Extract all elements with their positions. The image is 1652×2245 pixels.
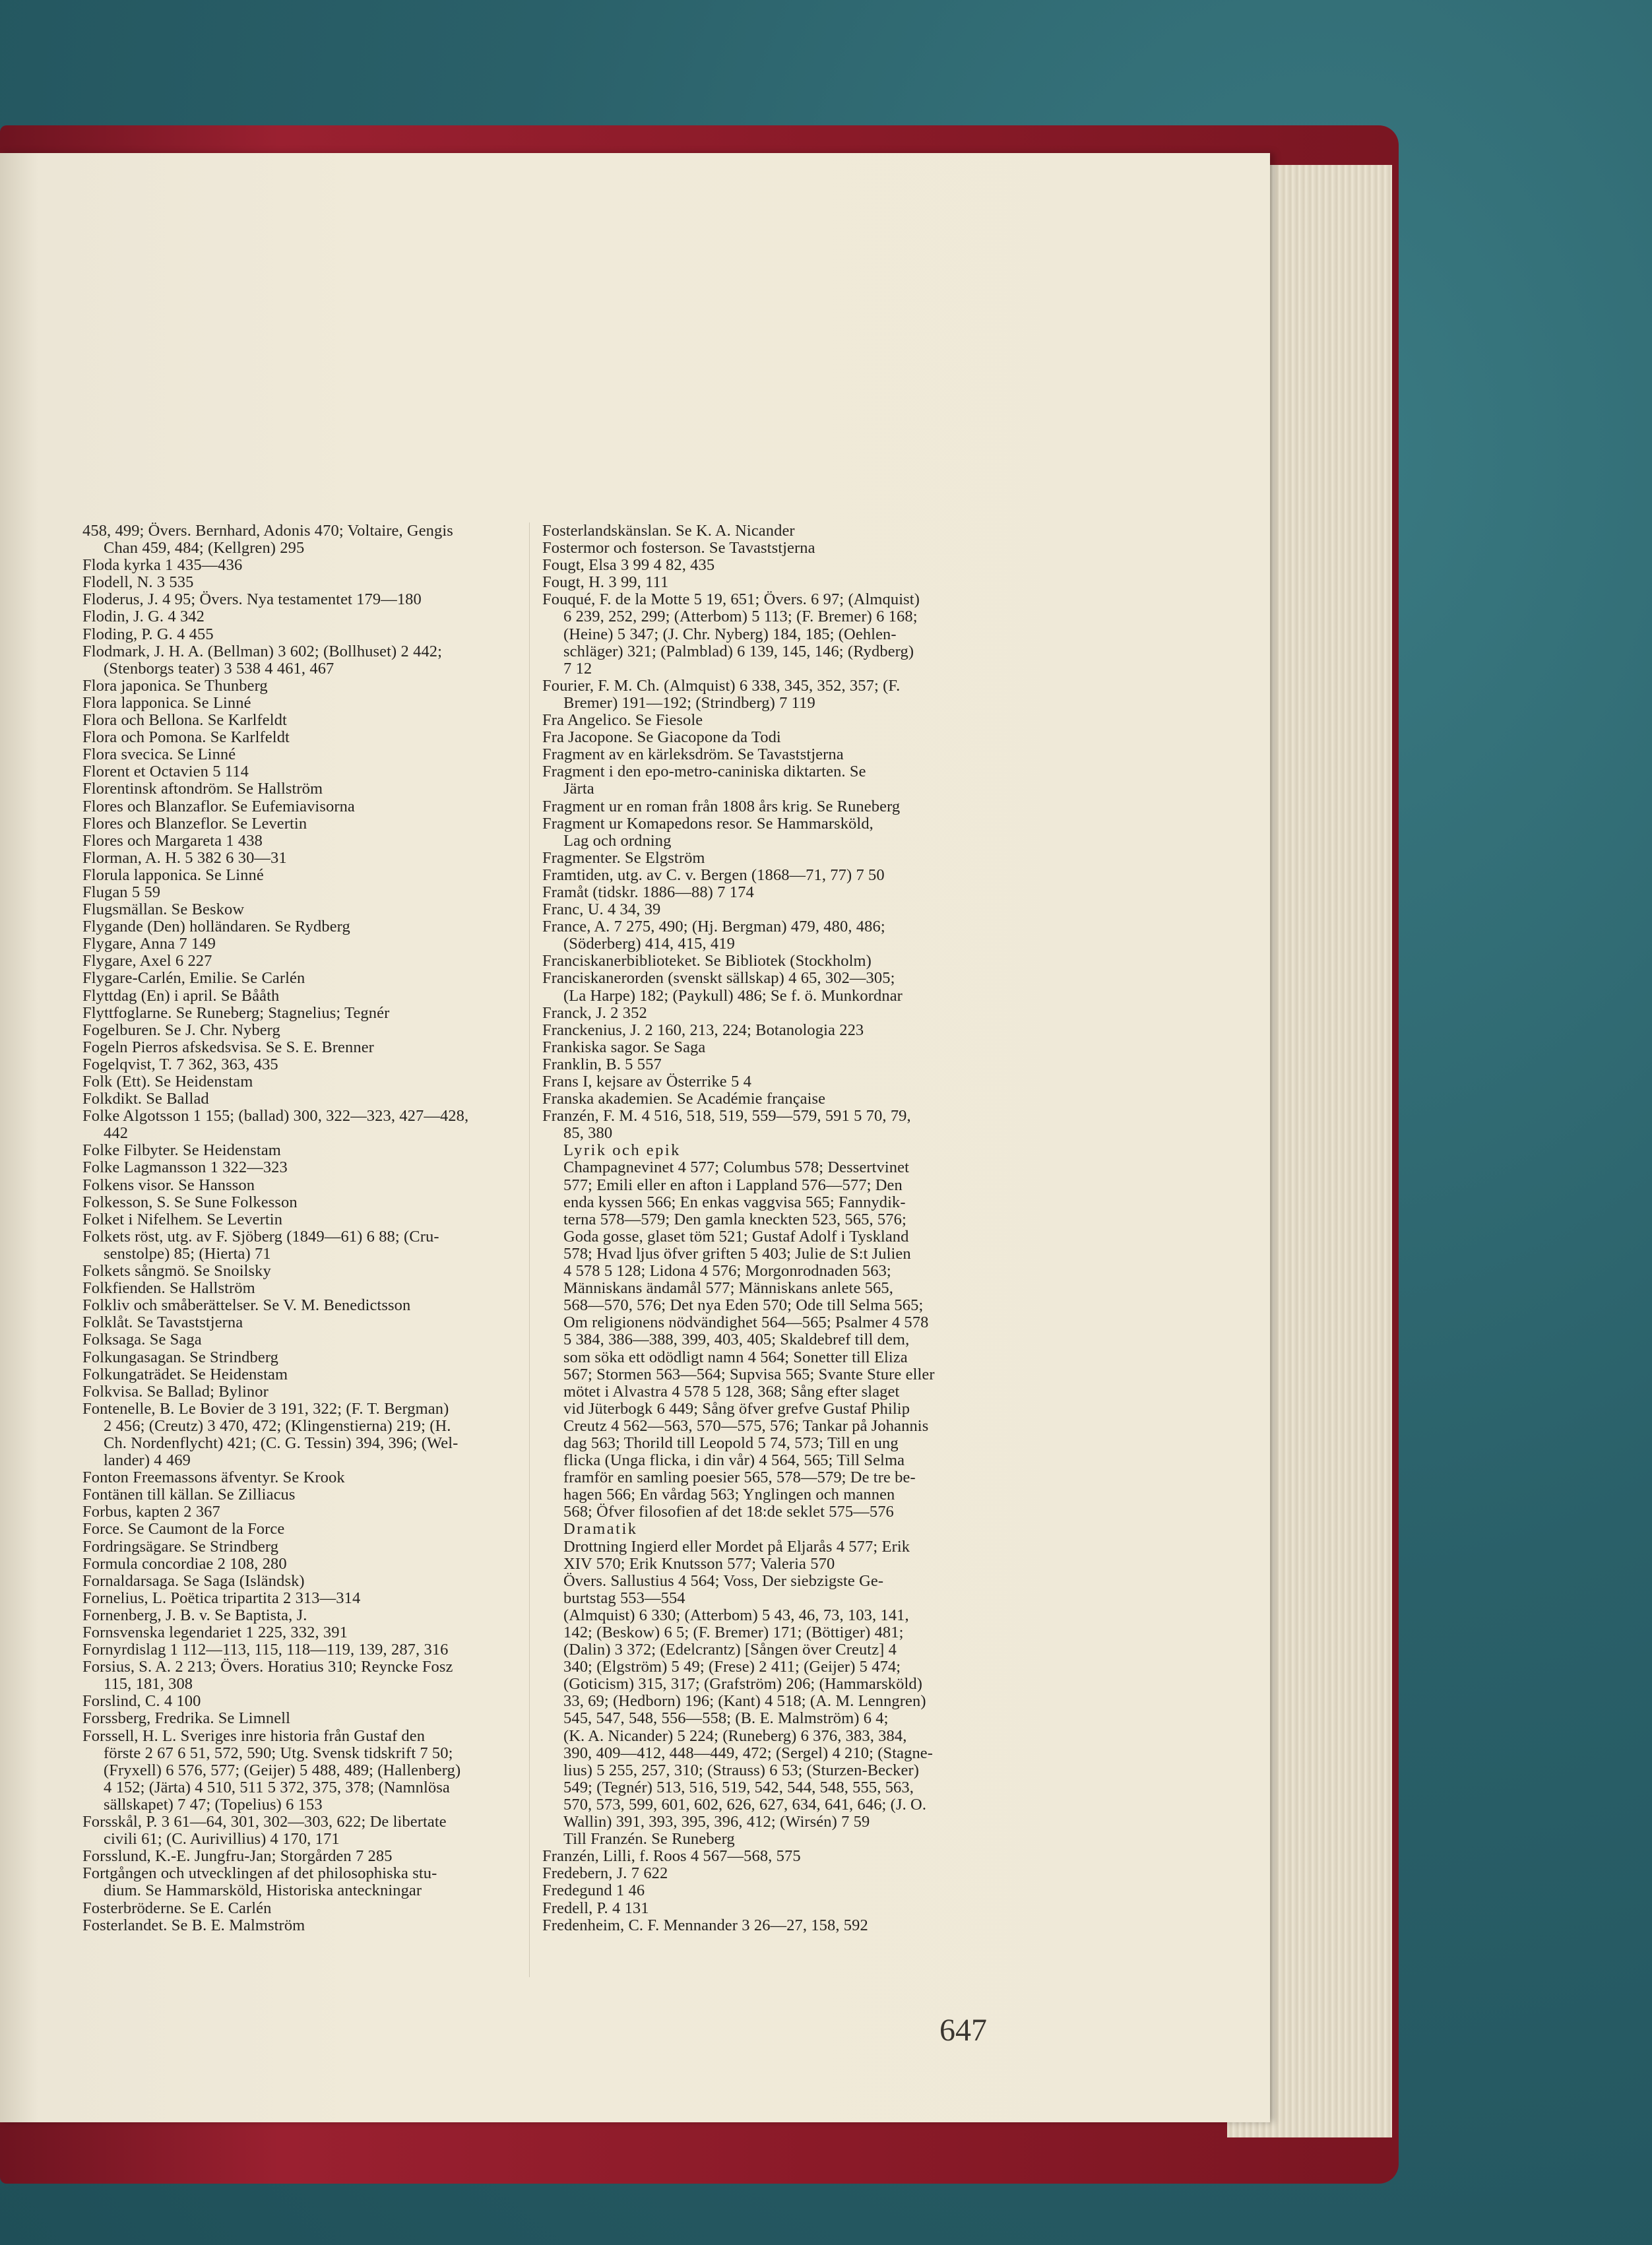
index-entry: Forsskål, P. 3 61—64, 301, 302—303, 622; De libertate civili 61; (C. Aurivillius) 4 170, 171 bbox=[82, 1813, 447, 1849]
index-entry: Flores och Margareta 1 438 bbox=[82, 831, 263, 850]
index-entry: Fragment i den epo-metro-caniniska diktarten. Se Järta bbox=[542, 763, 866, 798]
index-entry: Flyttdag (En) i april. Se Bååth bbox=[82, 986, 280, 1005]
index-entry: Floding, P. G. 4 455 bbox=[82, 625, 214, 643]
index-entry: Florula lapponica. Se Linné bbox=[82, 866, 264, 884]
index-entry: Flora svecica. Se Linné bbox=[82, 745, 236, 764]
index-entry: Fougt, Elsa 3 99 4 82, 435 bbox=[542, 556, 715, 575]
index-entry: Fourier, F. M. Ch. (Almquist) 6 338, 345, 352, 357; (F. Bremer) 191—192; (Strindberg) 7 119 bbox=[542, 676, 901, 712]
index-entry: Franck, J. 2 352 bbox=[542, 1003, 647, 1022]
index-entry: Övers. Sallustius 4 564; Voss, Der siebzigste Ge- burtstag 553—554 bbox=[563, 1571, 884, 1607]
index-entry: Florentinsk aftondröm. Se Hallström bbox=[82, 780, 323, 798]
index-entry: Force. Se Caumont de la Force bbox=[82, 1520, 285, 1538]
index-entry: Forbus, kapten 2 367 bbox=[82, 1503, 220, 1521]
index-entry: Fornenberg, J. B. v. Se Baptista, J. bbox=[82, 1606, 307, 1624]
index-entry: Flygare, Anna 7 149 bbox=[82, 935, 216, 953]
index-entry: Framtiden, utg. av C. v. Bergen (1868—71, 77) 7 50 bbox=[542, 866, 885, 884]
index-entry: Flugsmällan. Se Beskow bbox=[82, 901, 245, 919]
index-entry: Forssberg, Fredrika. Se Limnell bbox=[82, 1709, 290, 1728]
index-entry: Champagnevinet 4 577; Columbus 578; Dessertvinet 577; Emili eller en afton i Lappland 576—577; Den enda kyssen 566; En enkas vaggvisa 565; Fannydik- terna 578—579; Den gamla kneckten 523, 565, 576; Goda gosse, glaset töm 521; Gustaf Adolf i Tyskland 578; Hvad ljus öfver griften 5 403; Julie de S:t Julien 4 578 5 128; Lidona 4 576; Morgonrodnaden 563; Människans ändamål 577; Människans anlete 565, 568—570, 576; Det nya Eden 570; Ode till Selma 565; Om religionens nödvändighet 564—565; Psalmer 4 578 5 384, 386—388, 399, 403, 405; Skaldebref till dem, som söka ett odödligt namn 4 564; Sonetter till Eliza 567; Stormen 563—564; Supvisa 565; Svante Sture eller mötet i Alvastra 4 578 5 128, 368; Sång efter slaget vid Jüterbogk 6 449; Sång öfver grefve Gustaf Philip Creutz 4 562—563, 570—575, 576; Tankar på Johannis dag 563; Thorild till Leopold 5 74, 573; Till en ung flicka (Unga flicka, i din vår) 4 564, 565; Till Selma framför en samling poesier 565, 578—579; De tre be- hagen 566; En vårdag 563; Ynglingen och mannen 568; Öfver filosofien af det 18:de seklet 575—576 bbox=[563, 1158, 935, 1521]
index-entry: Fra Angelico. Se Fiesole bbox=[542, 711, 703, 730]
index-entry: Forsius, S. A. 2 213; Övers. Horatius 310; Reyncke Fosz 115, 181, 308 bbox=[82, 1658, 453, 1693]
index-entry: Folk (Ett). Se Heidenstam bbox=[82, 1073, 253, 1091]
book-page bbox=[0, 153, 1270, 2122]
index-entry: Folkdikt. Se Ballad bbox=[82, 1090, 209, 1108]
index-entry: Fredebern, J. 7 622 bbox=[542, 1864, 668, 1883]
index-entry: Franklin, B. 5 557 bbox=[542, 1055, 662, 1073]
index-entry: Folke Filbyter. Se Heidenstam bbox=[82, 1141, 281, 1160]
index-entry: Forsslund, K.-E. Jungfru-Jan; Storgården 7 285 bbox=[82, 1847, 393, 1866]
index-entry: Folkesson, S. Se Sune Folkesson bbox=[82, 1193, 298, 1211]
index-entry: Folkungasagan. Se Strindberg bbox=[82, 1348, 279, 1366]
index-entry: Flores och Blanzaflor. Se Eufemiavisorna bbox=[82, 797, 355, 815]
index-entry: Flodin, J. G. 4 342 bbox=[82, 608, 205, 626]
index-entry: Till Franzén. Se Runeberg bbox=[563, 1830, 735, 1849]
index-entry: Fragment ur en roman från 1808 års krig. Se Runeberg bbox=[542, 797, 901, 815]
index-entry: Fredegund 1 46 bbox=[542, 1881, 645, 1900]
index-entry: Floderus, J. 4 95; Övers. Nya testamentet 179—180 bbox=[82, 590, 422, 609]
index-entry: Fogelburen. Se J. Chr. Nyberg bbox=[82, 1021, 280, 1039]
index-entry: Fornyrdislag 1 112—113, 115, 118—119, 139, 287, 316 bbox=[82, 1641, 449, 1659]
index-entry: Fogelqvist, T. 7 362, 363, 435 bbox=[82, 1055, 278, 1073]
index-entry: Folkens visor. Se Hansson bbox=[82, 1176, 255, 1194]
index-entry: Fostermor och fosterson. Se Tavaststjerna bbox=[542, 539, 815, 557]
index-entry: Framåt (tidskr. 1886—88) 7 174 bbox=[542, 883, 754, 901]
column-divider bbox=[529, 522, 530, 1977]
index-entry: Franciskanerorden (svenskt sällskap) 4 65, 302—305; (La Harpe) 182; (Paykull) 486; Se f. ö. Munkordnar bbox=[542, 969, 903, 1005]
index-entry: Fragmenter. Se Elgström bbox=[542, 848, 705, 867]
index-entry: Folkfienden. Se Hallström bbox=[82, 1279, 255, 1298]
index-entry: Flora och Bellona. Se Karlfeldt bbox=[82, 711, 287, 730]
index-entry: Flodmark, J. H. A. (Bellman) 3 602; (Bollhuset) 2 442; (Stenborgs teater) 3 538 4 461, 467 bbox=[82, 642, 443, 678]
index-entry: Fouqué, F. de la Motte 5 19, 651; Övers. 6 97; (Almquist) 6 239, 252, 299; (Atterbom) 5 113; (F. Bremer) 6 168; (Heine) 5 347; (J. Chr. Nyberg) 184, 185; (Oehlen- schläger) 321; (Palmblad) 6 139, 145, 146; (Rydberg) 7 12 bbox=[542, 590, 920, 678]
index-entry: Franckenius, J. 2 160, 213, 224; Botanologia 223 bbox=[542, 1021, 864, 1039]
index-entry: Floda kyrka 1 435—436 bbox=[82, 556, 243, 575]
index-entry: Fredenheim, C. F. Mennander 3 26—27, 158, 592 bbox=[542, 1916, 868, 1934]
index-entry: Flygande (Den) holländaren. Se Rydberg bbox=[82, 918, 350, 936]
index-entry: Franciskanerbiblioteket. Se Bibliotek (Stockholm) bbox=[542, 952, 872, 970]
index-entry: Formula concordiae 2 108, 280 bbox=[82, 1554, 287, 1573]
index-entry: Folkungaträdet. Se Heidenstam bbox=[82, 1365, 288, 1383]
index-entry: Fragment ur Komapedons resor. Se Hammarsköld, Lag och ordning bbox=[542, 814, 874, 850]
index-entry: Flygare-Carlén, Emilie. Se Carlén bbox=[82, 969, 305, 988]
index-entry: Fontenelle, B. Le Bovier de 3 191, 322; (F. T. Bergman) 2 456; (Creutz) 3 470, 472; (Klingenstierna) 219; (H. Ch. Nordenflycht) 421; (C. G. Tessin) 394, 396; (Wel- lander) 4 469 bbox=[82, 1399, 459, 1470]
index-entry: Fosterbröderne. Se E. Carlén bbox=[82, 1899, 272, 1917]
index-entry: Fortgången och utvecklingen af det philosophiska stu- dium. Se Hammarsköld, Historiska anteckningar bbox=[82, 1864, 437, 1900]
index-entry: Fornaldarsaga. Se Saga (Isländsk) bbox=[82, 1571, 305, 1590]
left-index-column bbox=[82, 522, 511, 1934]
index-entry: Forslind, C. 4 100 bbox=[82, 1692, 201, 1711]
index-entry: Fra Jacopone. Se Giacopone da Todi bbox=[542, 728, 781, 747]
index-entry: 458, 499; Övers. Bernhard, Adonis 470; Voltaire, Gengis Chan 459, 484; (Kellgren) 295 bbox=[82, 522, 453, 557]
index-entry: Flugan 5 59 bbox=[82, 883, 161, 901]
index-entry: Fornelius, L. Poëtica tripartita 2 313—314 bbox=[82, 1589, 361, 1607]
index-entry: Folkets röst, utg. av F. Sjöberg (1849—61) 6 88; (Cru- senstolpe) 85; (Hierta) 71 bbox=[82, 1227, 439, 1263]
index-entry: Flygare, Axel 6 227 bbox=[82, 952, 212, 970]
index-entry: Folkvisa. Se Ballad; Bylinor bbox=[82, 1382, 269, 1401]
index-entry: Folkliv och småberättelser. Se V. M. Benedictsson bbox=[82, 1296, 411, 1315]
index-entry: Fonton Freemassons äfventyr. Se Krook bbox=[82, 1469, 345, 1487]
index-entry: Folke Lagmansson 1 322—323 bbox=[82, 1158, 288, 1177]
index-section-heading: Dramatik bbox=[563, 1520, 638, 1538]
index-entry: Florent et Octavien 5 114 bbox=[82, 763, 249, 781]
index-entry: Fredell, P. 4 131 bbox=[542, 1899, 649, 1917]
index-entry: Folket i Nifelhem. Se Levertin bbox=[82, 1210, 283, 1228]
index-entry: Forssell, H. L. Sveriges inre historia från Gustaf den förste 2 67 6 51, 572, 590; Utg. Svensk tidskrift 7 50; (Fryxell) 6 576, 577; (Geijer) 5 488, 489; (Hallenberg) 4 152; (Järta) 4 510, 511 5 372, 375, 378; (Namnlösa sällskapet) 7 47; (Topelius) 6 153 bbox=[82, 1726, 461, 1814]
page-number: 647 bbox=[939, 2013, 987, 2048]
index-entry: Franska akademien. Se Académie française bbox=[542, 1090, 826, 1108]
index-entry: Flora och Pomona. Se Karlfeldt bbox=[82, 728, 290, 747]
index-entry: Fornsvenska legendariet 1 225, 332, 391 bbox=[82, 1624, 348, 1641]
index-entry: Flodell, N. 3 535 bbox=[82, 573, 194, 592]
index-entry: France, A. 7 275, 490; (Hj. Bergman) 479, 480, 486; (Söderberg) 414, 415, 419 bbox=[542, 918, 885, 953]
index-entry: Florman, A. H. 5 382 6 30—31 bbox=[82, 848, 287, 867]
index-entry: Frans I, kejsare av Österrike 5 4 bbox=[542, 1073, 751, 1091]
index-entry: Fougt, H. 3 99, 111 bbox=[542, 573, 669, 592]
index-entry: Fontänen till källan. Se Zilliacus bbox=[82, 1486, 296, 1504]
index-entry: Franzén, Lilli, f. Roos 4 567—568, 575 bbox=[542, 1847, 801, 1866]
index-entry: Folklåt. Se Tavaststjerna bbox=[82, 1313, 243, 1332]
index-entry: Flora lapponica. Se Linné bbox=[82, 693, 251, 712]
index-entry: Flores och Blanzeflor. Se Levertin bbox=[82, 814, 307, 833]
index-entry: Folkets sångmö. Se Snoilsky bbox=[82, 1262, 271, 1281]
index-entry: Flyttfoglarne. Se Runeberg; Stagnelius; Tegnér bbox=[82, 1003, 390, 1022]
index-entry: Fosterlandskänslan. Se K. A. Nicander bbox=[542, 522, 795, 540]
right-index-column bbox=[542, 522, 971, 1934]
index-section-heading: Lyrik och epik bbox=[563, 1141, 681, 1160]
index-entry: Flora japonica. Se Thunberg bbox=[82, 676, 268, 695]
index-entry: Drottning Ingierd eller Mordet på Eljarås 4 577; Erik XIV 570; Erik Knutsson 577; Valeria 570 bbox=[563, 1537, 910, 1573]
index-entry: Fogeln Pierros afskedsvisa. Se S. E. Brenner bbox=[82, 1038, 374, 1056]
index-entry: Franc, U. 4 34, 39 bbox=[542, 901, 661, 919]
index-entry: Fosterlandet. Se B. E. Malmström bbox=[82, 1916, 305, 1934]
index-entry: (Almquist) 6 330; (Atterbom) 5 43, 46, 73, 103, 141, 142; (Beskow) 6 5; (F. Bremer) 171; (Böttiger) 481; (Dalin) 3 372; (Edelcrantz) [Sången över Creutz] 4 340; (Elgström) 5 49; (Frese) 2 411; (Geijer) 5 474; (Goticism) 315, 317; (Grafström) 206; (Hammarsköld) 33, 69; (Hedborn) 196; (Kant) 4 518; (A. M. Lenngren) 545, 547, 548, 556—558; (B. E. Malmström) 6 4; (K. A. Nicander) 5 224; (Runeberg) 6 376, 383, 384, 390, 409—412, 448—449, 472; (Sergel) 4 210; (Stagne- lius) 5 255, 257, 310; (Strauss) 6 53; (Sturzen-Becker) 549; (Tegnér) 513, 516, 519, 542, 544, 548, 555, 563, 570, 573, 599, 601, 602, 626, 627, 634, 641, 646; (J. O. Wallin) 391, 393, 395, 396, 412; (Wirsén) 7 59 bbox=[563, 1606, 934, 1831]
index-entry: Fordringsägare. Se Strindberg bbox=[82, 1537, 279, 1556]
index-entry: Franzén, F. M. 4 516, 518, 519, 559—579, 591 5 70, 79, 85, 380 bbox=[542, 1107, 911, 1143]
index-entry: Folke Algotsson 1 155; (ballad) 300, 322—323, 427—428, 442 bbox=[82, 1107, 469, 1143]
index-entry: Frankiska sagor. Se Saga bbox=[542, 1038, 706, 1056]
index-entry: Fragment av en kärleksdröm. Se Tavaststjerna bbox=[542, 745, 844, 764]
index-entry: Folksaga. Se Saga bbox=[82, 1331, 202, 1349]
